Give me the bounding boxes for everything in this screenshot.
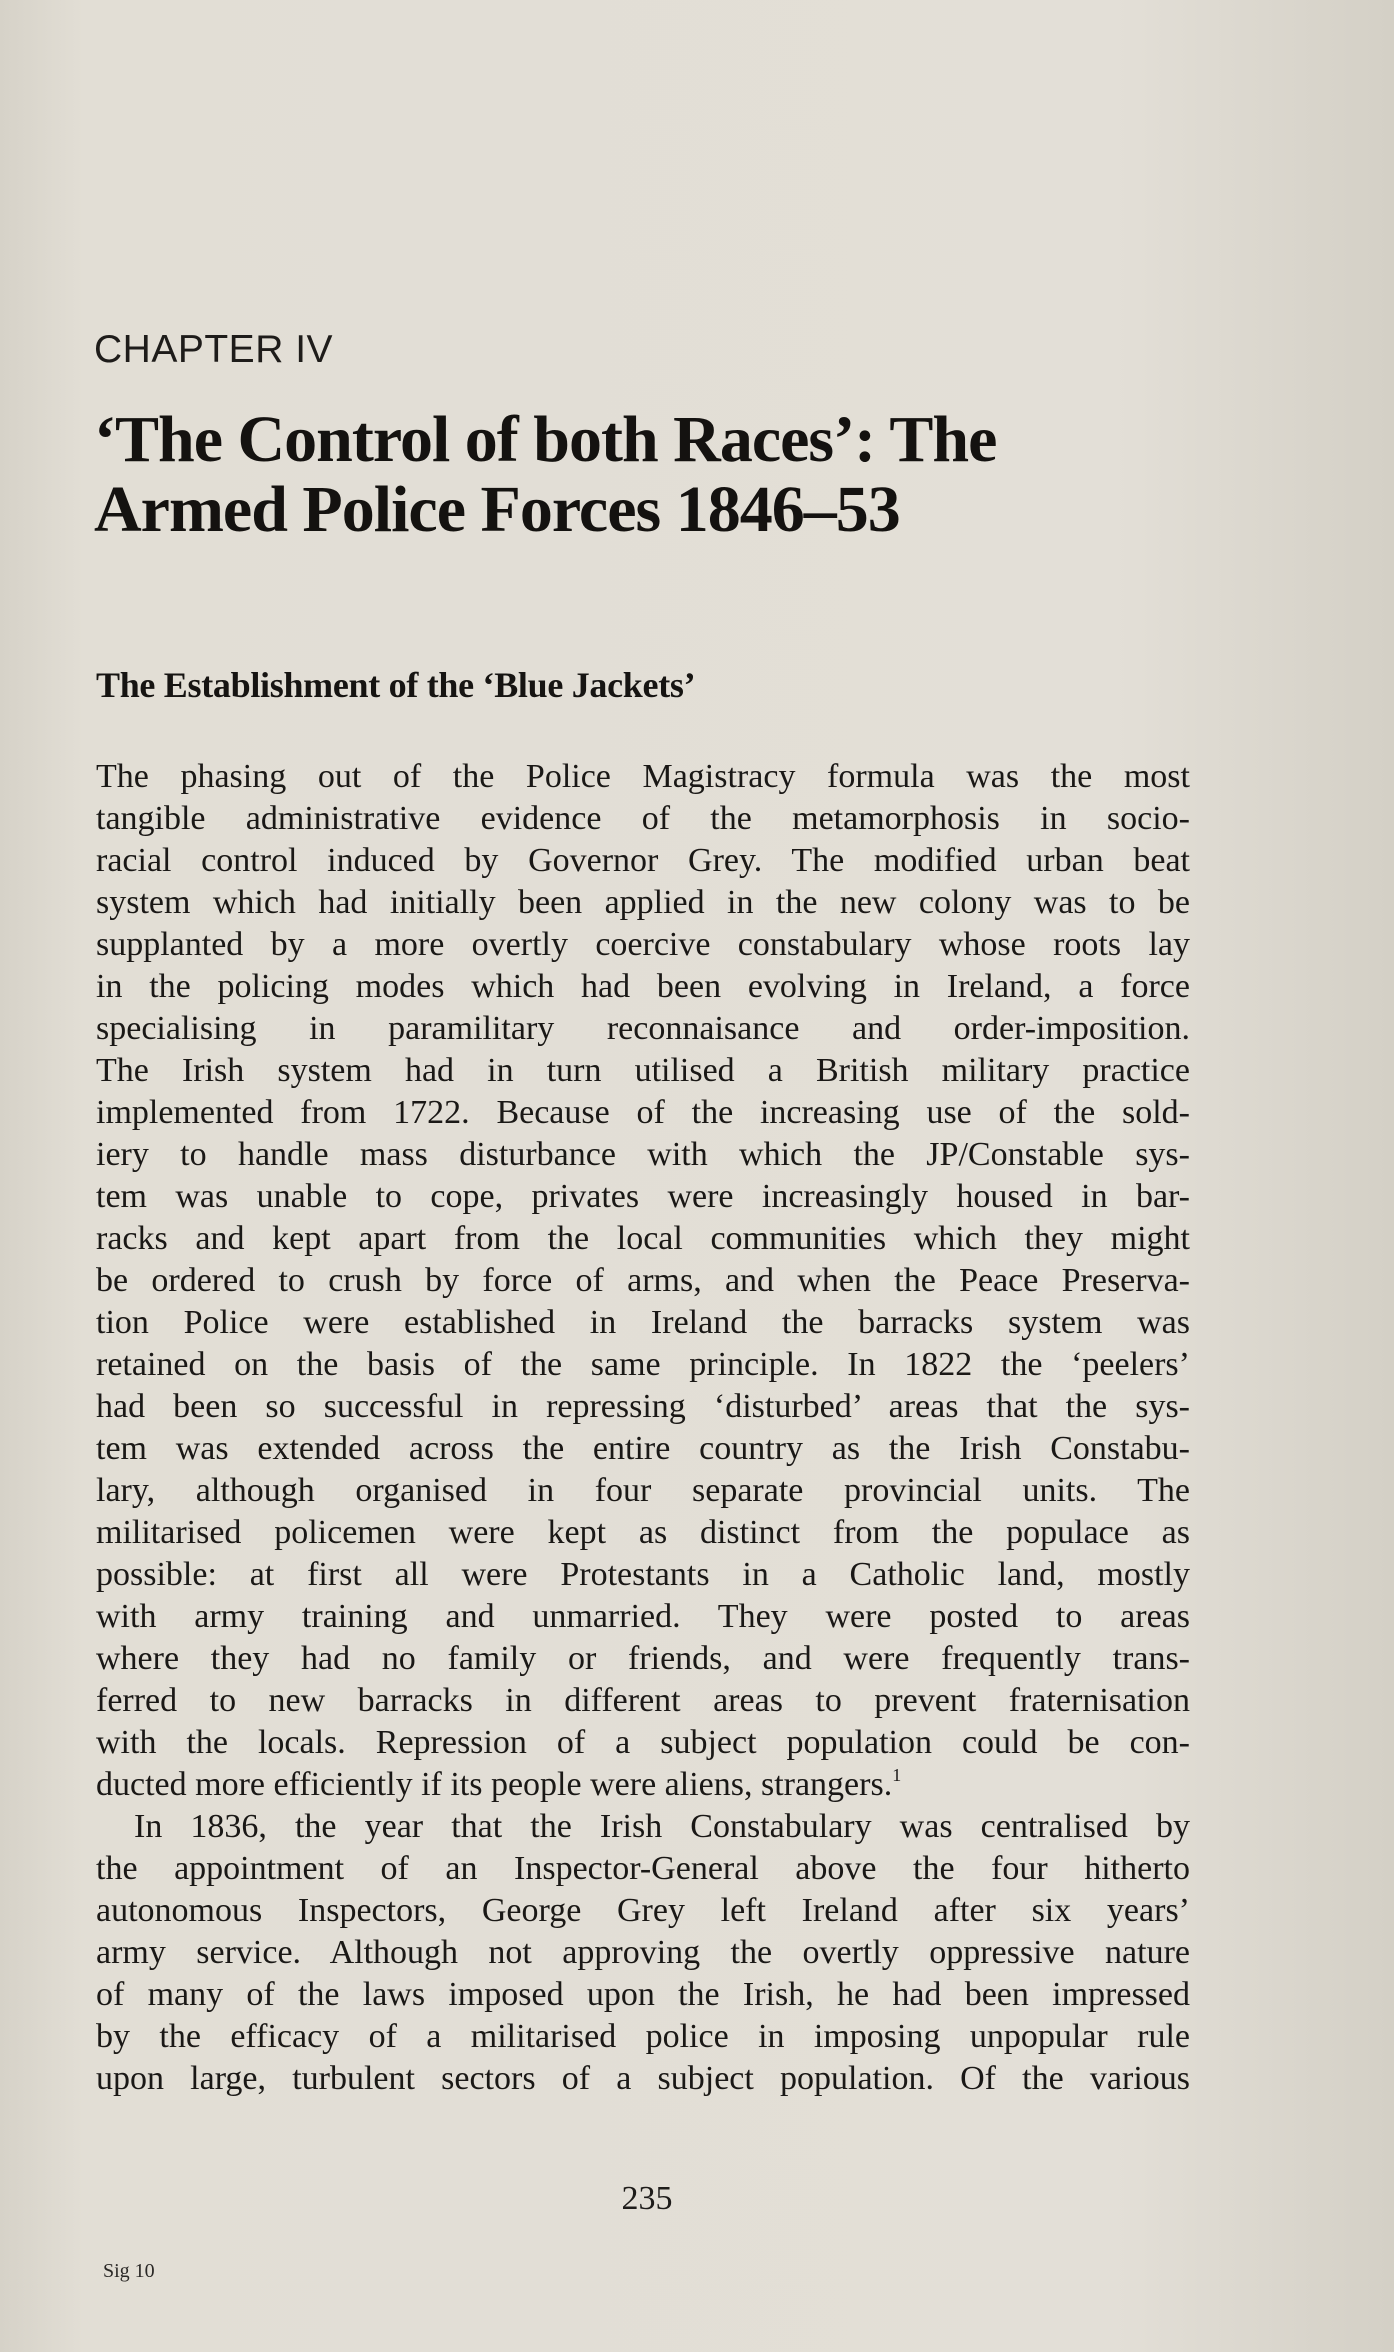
paragraph-line: The Irish system had in turn utilised a British military practice bbox=[96, 1052, 1190, 1089]
paragraph-line-last bbox=[96, 1764, 1190, 1806]
paragraph-line: iery to handle mass disturbance with which the JP/Constable sys- bbox=[96, 1136, 1190, 1173]
paragraph-line: with the locals. Repression of a subject population could be con- bbox=[96, 1724, 1190, 1761]
paragraph-line: racial control induced by Governor Grey. The modified urban beat bbox=[96, 842, 1190, 879]
paragraph-line: where they had no family or friends, and were frequently trans- bbox=[96, 1640, 1190, 1677]
paragraph-line: in the policing modes which had been evolving in Ireland, a force bbox=[96, 968, 1190, 1005]
signature-mark: Sig 10 bbox=[103, 2260, 155, 2282]
paragraph-line: be ordered to crush by force of arms, and when the Peace Preserva- bbox=[96, 1262, 1190, 1299]
paragraph-line: militarised policemen were kept as distinct from the populace as bbox=[96, 1514, 1190, 1551]
paragraph-line: upon large, turbulent sectors of a subject population. Of the various bbox=[96, 2060, 1190, 2097]
paragraph-line: system which had initially been applied in the new colony was to be bbox=[96, 884, 1190, 921]
paragraph-line: tangible administrative evidence of the metamorphosis in socio- bbox=[96, 800, 1190, 837]
paragraph-line: the appointment of an Inspector-General above the four hitherto bbox=[96, 1850, 1190, 1887]
section-heading: The Establishment of the ‘Blue Jackets’ bbox=[96, 665, 696, 705]
paragraph-line: autonomous Inspectors, George Grey left Ireland after six years’ bbox=[96, 1892, 1190, 1929]
footnote-marker: 1 bbox=[892, 1765, 902, 1785]
paragraph-line: of many of the laws imposed upon the Irish, he had been impressed bbox=[96, 1976, 1190, 2013]
paragraph-line: In 1836, the year that the Irish Constabulary was centralised by bbox=[134, 1808, 1190, 1845]
paragraph-line: retained on the basis of the same principle. In 1822 the ‘peelers’ bbox=[96, 1346, 1190, 1383]
paragraph-line: ferred to new barracks in different areas to prevent fraternisation bbox=[96, 1682, 1190, 1719]
paragraph-line: army service. Although not approving the overtly oppressive nature bbox=[96, 1934, 1190, 1971]
paragraph-line: The phasing out of the Police Magistracy formula was the most bbox=[96, 758, 1190, 795]
chapter-label: CHAPTER IV bbox=[94, 328, 334, 371]
paragraph-line: racks and kept apart from the local communities which they might bbox=[96, 1220, 1190, 1257]
paragraph-line: possible: at first all were Protestants in a Catholic land, mostly bbox=[96, 1556, 1190, 1593]
paragraph-line: with army training and unmarried. They were posted to areas bbox=[96, 1598, 1190, 1635]
paragraph-line: by the efficacy of a militarised police in imposing unpopular rule bbox=[96, 2018, 1190, 2055]
paragraph-line: lary, although organised in four separate provincial units. The bbox=[96, 1472, 1190, 1509]
paragraph-line: specialising in paramilitary reconnaisance and order-imposition. bbox=[96, 1010, 1190, 1047]
paragraph-line: supplanted by a more overtly coercive constabulary whose roots lay bbox=[96, 926, 1190, 963]
paragraph-line: had been so successful in repressing ‘disturbed’ areas that the sys- bbox=[96, 1388, 1190, 1425]
paragraph-line: tem was extended across the entire country as the Irish Constabu- bbox=[96, 1430, 1190, 1467]
chapter-title bbox=[94, 405, 1214, 545]
paragraph-line: tion Police were established in Ireland the barracks system was bbox=[96, 1304, 1190, 1341]
chapter-title-line-1: ‘The Control of both Races’: The bbox=[94, 403, 997, 476]
paragraph-line: tem was unable to cope, privates were increasingly housed in bar- bbox=[96, 1178, 1190, 1215]
paragraph-line-text: ducted more efficiently if its people were aliens, strangers. bbox=[96, 1766, 893, 1803]
body-text bbox=[96, 756, 1190, 2100]
paragraph-line: implemented from 1722. Because of the increasing use of the sold- bbox=[96, 1094, 1190, 1131]
chapter-title-line-2: Armed Police Forces 1846–53 bbox=[94, 473, 900, 546]
page-number: 235 bbox=[621, 2180, 673, 2217]
